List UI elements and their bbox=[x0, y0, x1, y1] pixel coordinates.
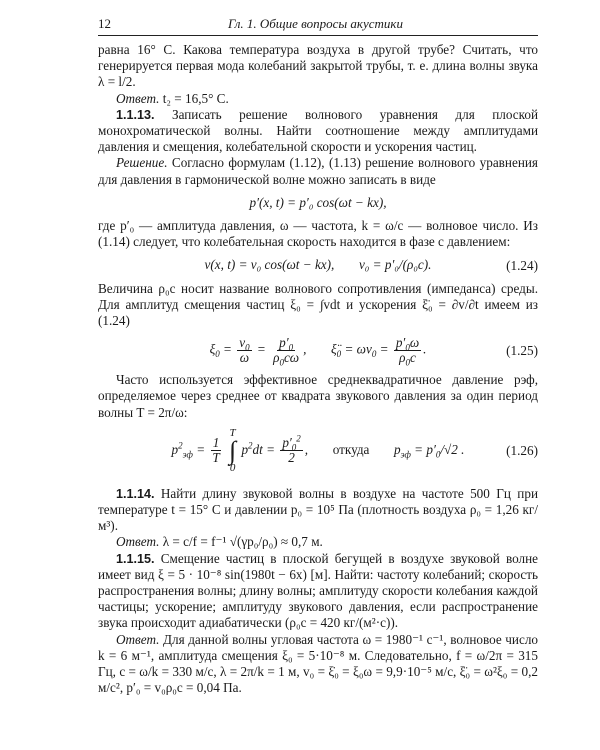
page-header bbox=[98, 14, 538, 34]
page-number: 12 bbox=[98, 16, 111, 31]
equation-1-24-tag: (1.24) bbox=[506, 257, 538, 273]
solution-label: Решение. bbox=[116, 155, 168, 171]
running-title: Гл. 1. Общие вопросы акустики bbox=[228, 16, 404, 31]
impedance-text: Величина ρ₀c носит название волнового сопротивления (импеданса) среды. Для амплитуд смещения частиц ξ₀ = ∫vdt и ускорения ξ̈₀ = ∂v/∂t имеем из (1.24) bbox=[98, 280, 538, 329]
equation-1-25-tag: (1.25) bbox=[506, 342, 538, 358]
equation-1-26-expr: $p^2_{эф}$ = $\frac{1}{T}$ T ∫ 0 $p^2dt$ = $\frac{p'_0^2}{2}$ , откуда $p_{эф} = p'_0/√2$ . bbox=[171, 426, 465, 474]
otkuda-word: откуда bbox=[332, 441, 370, 457]
page-body bbox=[98, 42, 538, 697]
equation-1-24-lhs: v(x, t) = v₀ cos(ωt − kx), bbox=[204, 257, 335, 273]
answer-label: Ответ. bbox=[116, 90, 160, 106]
problem-text: Смещение частиц в плоской бегущей в воздухе звуковой волне имеет вид ξ = 5 · 10⁻⁸ sin(1980t − 6x) [м]. Найти: частоту колебаний; скорость распространения волны; длину волны; амплитуду скорости колебания каждой частицы; ускорение; амплитуду звукового давления, если распространение звука происходит адиабатически (ρ₀c = 420 кг/(м²·с)). bbox=[98, 550, 538, 631]
answer-text: t₂ = 16,5° С. bbox=[162, 90, 229, 106]
problem-text: Записать решение волнового уравнения для плоской монохроматической волны. Найти соотношение между амплитудами давления и смещения, колебательной скорости и ускорения частиц. bbox=[98, 106, 539, 155]
answer-text: Для данной волны угловая частота ω = 1980⁻¹ с⁻¹, волновое число k = 6 м⁻¹, амплитуда смещения ξ₀ = 5·10⁻⁸ м. Следовательно, f = ω/2π = 315 Гц, c = ω/k = 330 м/с, λ = 2π/k = 1 м, v₀ = ξ̇₀ = ξ₀ω = 9,9·10⁻⁵ м/с, ξ̈₀ = ω²ξ₀ = 0,2 м/c², p′₀ = v₀ρ₀c = 0,04 Па. bbox=[98, 631, 539, 696]
answer-text: λ = c/f = f⁻¹ √(γp₀/ρ₀) ≈ 0,7 м. bbox=[162, 534, 323, 550]
problem-number: 1.1.13. bbox=[116, 107, 155, 122]
equation-1-26 bbox=[98, 428, 538, 474]
problem-1-1-15-statement bbox=[98, 551, 538, 632]
prev-problem-answer bbox=[98, 91, 538, 107]
problem-1-1-13-statement bbox=[98, 107, 538, 156]
prev-problem-text: равна 16° С. Какова температура воздуха в другой трубе? Считать, что генерируется первая мода колебаний закрытой трубы, т. е. длина волны звука λ = l/2. bbox=[98, 42, 538, 90]
problem-1-1-14-answer bbox=[98, 534, 538, 550]
problem-number: 1.1.14. bbox=[116, 486, 155, 501]
equation-1-24 bbox=[98, 257, 538, 273]
problem-text: Найти длину звуковой волны в воздухе на частоте 500 Гц при температуре t = 15° С и давлении p₀ = 10⁵ Па (плотность воздуха ρ₀ = 1,26 кг/м³). bbox=[98, 485, 538, 534]
equation-1-25 bbox=[98, 335, 538, 368]
answer-label: Ответ. bbox=[116, 534, 160, 550]
where-text: где p′₀ — амплитуда давления, ω — частота, k = ω/c — волновое число. Из (1.14) следует, что колебательная скорость находится в фазе с давлением: bbox=[98, 218, 538, 250]
equation-1-25-expr: $\xi_0$ = $\frac{v_0}{\omega}$ = $\frac{p'_0}{\rho_0c\omega}$ , $\xï_0 = \omega v_0$ = $\frac{p'_0\omega}{\rho_0c}$ . bbox=[209, 335, 427, 368]
header-rule bbox=[98, 35, 538, 36]
problem-1-1-15-answer bbox=[98, 632, 538, 697]
problem-1-1-13-solution bbox=[98, 155, 538, 187]
problem-1-1-14-statement bbox=[98, 486, 538, 535]
equation-1-26-tag: (1.26) bbox=[506, 442, 538, 458]
solution-text: Согласно формулам (1.12), (1.13) решение волнового уравнения для давления в гармонической волне можно записать в виде bbox=[98, 155, 538, 187]
answer-label: Ответ. bbox=[116, 631, 160, 647]
equation-1-24-rhs: v₀ = p′₀/(ρ₀c). bbox=[358, 257, 432, 273]
equation-pressure bbox=[98, 195, 538, 211]
effective-pressure-text: Часто используется эффективное среднеквадратичное давление pэф, определяемое через среднее от квадрата звукового давления за один период волны T = 2π/ω: bbox=[98, 372, 538, 420]
problem-number: 1.1.15. bbox=[116, 551, 155, 566]
equation-pressure-expr: p′(x, t) = p′₀ cos(ωt − kx), bbox=[249, 194, 387, 210]
